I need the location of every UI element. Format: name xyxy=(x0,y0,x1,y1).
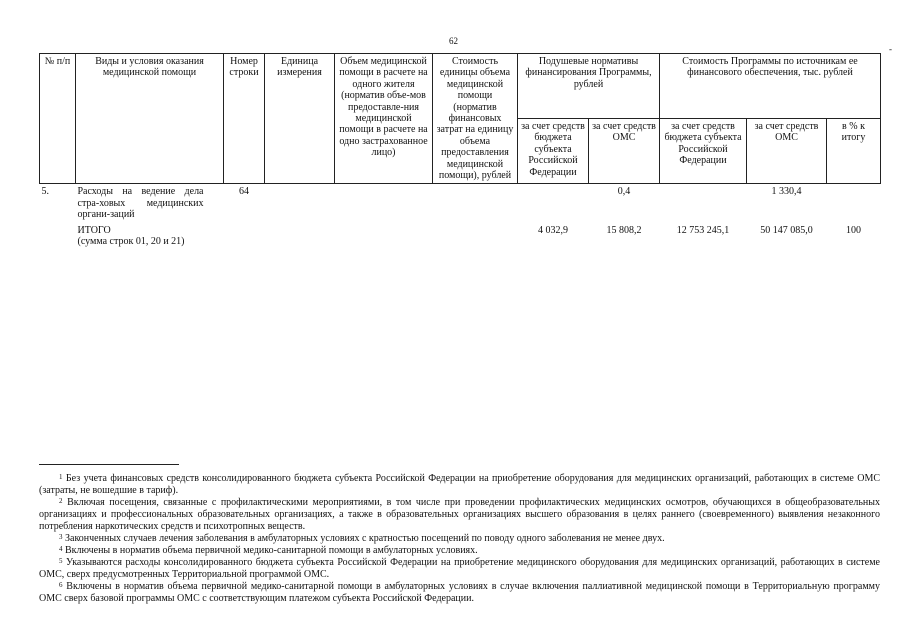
header-oms: за счет средств ОМС xyxy=(589,119,660,184)
row-name: Расходы на ведение дела стра-ховых медицинских органи-заций xyxy=(77,186,204,221)
footnote xyxy=(39,473,880,497)
header-oms-2: за счет средств ОМС xyxy=(747,119,827,184)
total-pc-budget: 4 032,9 xyxy=(538,224,568,236)
total-cost xyxy=(433,223,518,250)
header-row-number: Номер строки xyxy=(224,54,265,184)
row-prog-oms: 1 330,4 xyxy=(771,186,802,198)
footnote-mark: 4 xyxy=(59,545,63,553)
total-name xyxy=(76,223,224,250)
page-number: 62 xyxy=(449,36,458,46)
row-unit xyxy=(265,184,335,223)
footnote xyxy=(39,533,880,545)
row-line-number: 64 xyxy=(239,186,249,198)
total-unit xyxy=(265,223,335,250)
footnote xyxy=(39,545,880,557)
footnote-text: Законченных случаев лечения заболевания в амбулаторных условиях с кратностью посещений по поводу одного заболевания не менее двух. xyxy=(65,533,665,544)
header-row-1 xyxy=(40,54,881,119)
total-line-number xyxy=(224,223,265,250)
footnote-mark: 3 xyxy=(59,533,63,541)
scan-speck: - xyxy=(889,44,892,54)
header-unit: Единица измерения xyxy=(265,54,335,184)
total-num xyxy=(40,223,76,250)
total-pc-oms: 15 808,2 xyxy=(606,224,642,236)
footnote xyxy=(39,557,880,581)
header-per-capita: Подушевые нормативы финансирования Программы, рублей xyxy=(518,54,660,119)
header-percent: в % к итогу xyxy=(827,119,881,184)
row-cost xyxy=(433,184,518,223)
row-prog-budget xyxy=(660,184,747,223)
footnote-text: Включены в норматив объема первичной медико-санитарной помощи в амбулаторных условиях в случае включения паллиативной медицинской помощи в Территориальную программу ОМС сверх базовой программы ОМС с соответствующим платежом субъекта Российской Федерации. xyxy=(39,581,880,604)
row-num: 5. xyxy=(41,186,49,198)
header-volume: Объем медицинской помощи в расчете на одного жителя (норматив объе-мов предоставле-ния медицинской помощи в расчете на одно застрахованное лицо) xyxy=(335,54,433,184)
total-label: ИТОГО xyxy=(77,224,111,236)
footnote-mark: 2 xyxy=(59,497,63,505)
footnote xyxy=(39,497,880,533)
footnote-mark: 5 xyxy=(59,557,63,565)
header-cost: Стоимость единицы объема медицинской помощи (норматив финансовых затрат на единицу объема предоставления медицинской помощи), рублей xyxy=(433,54,518,184)
header-kinds: Виды и условия оказания медицинской помощи xyxy=(76,54,224,184)
row-percent xyxy=(827,184,881,223)
table-row-total xyxy=(40,223,881,250)
header-budget-rf: за счет средств бюджета субъекта Российской Федерации xyxy=(518,119,589,184)
total-prog-oms: 50 147 085,0 xyxy=(760,224,813,236)
footnote-text: Указываются расходы консолидированного бюджета субъекта Российской Федерации на приобретение медицинского оборудования для медицинских организаций, работающих в системе ОМС, сверх предусмотренных Территориальной программой ОМС. xyxy=(39,557,880,580)
row-pc-budget xyxy=(518,184,589,223)
footnotes xyxy=(39,473,880,605)
total-percent: 100 xyxy=(846,224,861,236)
total-volume xyxy=(335,223,433,250)
footnote-text: Без учета финансовых средств консолидированного бюджета субъекта Российской Федерации на приобретение оборудования для медицинских организаций, работающих в системе ОМС (затраты, не вошедшие в тариф). xyxy=(39,473,881,496)
program-cost-table xyxy=(39,53,881,250)
row-pc-oms: 0,4 xyxy=(617,186,631,198)
header-num: № п/п xyxy=(40,54,76,184)
footnote-text: Включая посещения, связанные с профилактическими мероприятиями, в том числе при проведении профилактических медицинских осмотров, обучающихся в общеобразовательных организациях и профессиональных образовательных организациях, а также в образовательных организациях высшего образования в целях раннего (своевременного) выявления незаконного потребления наркотических средств и психотропных веществ. xyxy=(39,497,880,532)
footnote-mark: 6 xyxy=(59,581,63,589)
total-sublabel: (сумма строк 01, 20 и 21) xyxy=(77,236,185,248)
footnote-text: Включены в норматив объема первичной медико-санитарной помощи в амбулаторных условиях. xyxy=(65,545,478,556)
total-prog-budget: 12 753 245,1 xyxy=(676,224,730,236)
row-volume xyxy=(335,184,433,223)
header-budget-rf-2: за счет средств бюджета субъекта Российской Федерации xyxy=(660,119,747,184)
footnote-mark: 1 xyxy=(59,473,63,481)
header-program-cost: Стоимость Программы по источникам ее финансового обеспечения, тыс. рублей xyxy=(660,54,881,119)
footnote-divider xyxy=(39,464,179,465)
table-row xyxy=(40,184,881,223)
footnote xyxy=(39,581,880,605)
